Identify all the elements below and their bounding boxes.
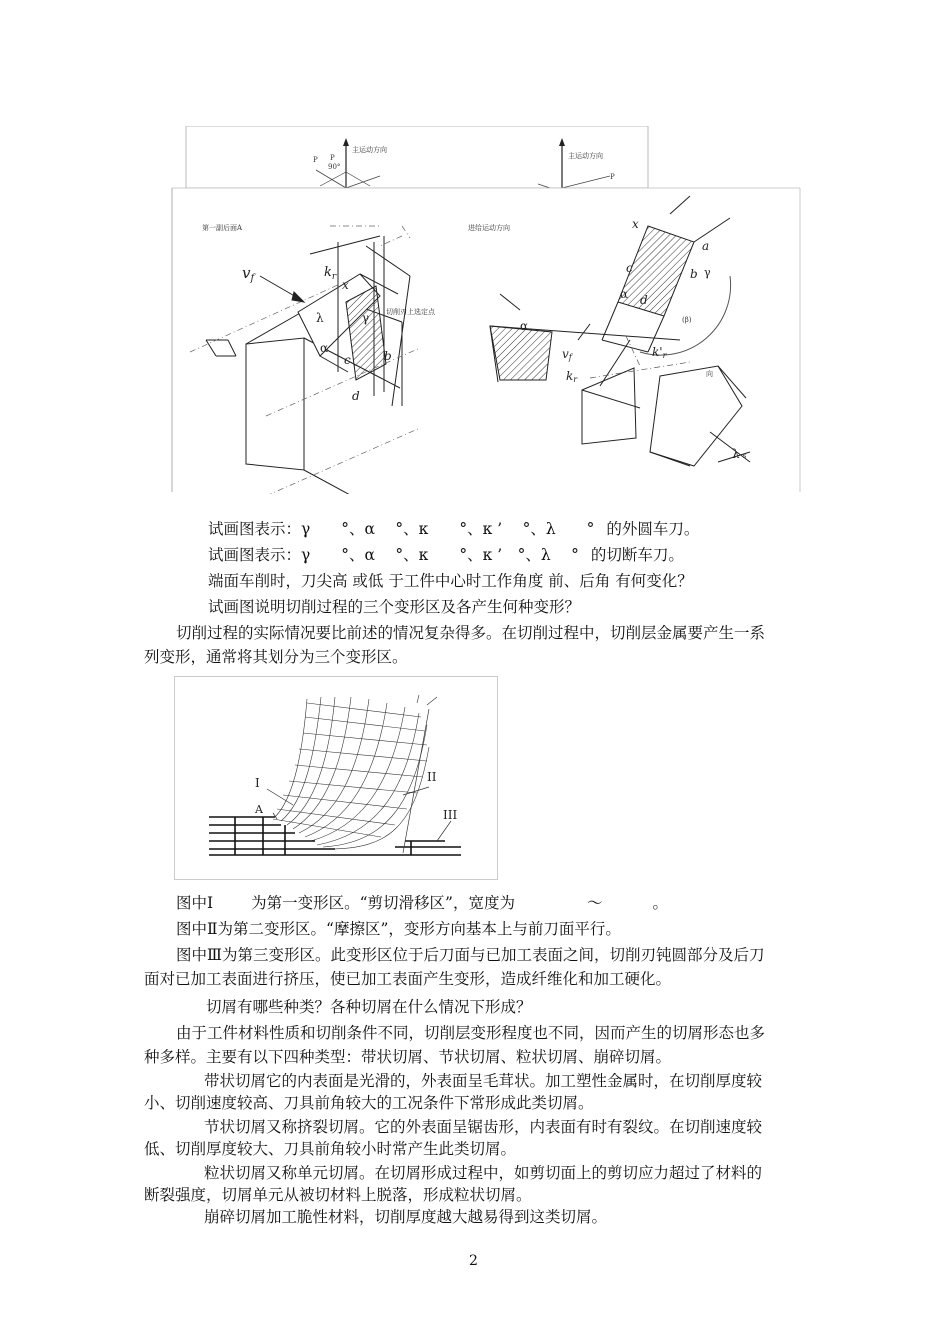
x-label-left: x (342, 278, 349, 292)
alpha-o-label-left: α (320, 341, 329, 355)
question-1 (208, 518, 699, 540)
chips-question: 切屑有哪些种类？各种切屑在什么情况下形成？ (206, 998, 532, 1016)
question-1-prefix: 试画图表示：γ °、α °、κ °、κ ’ °、λ ° (208, 520, 595, 538)
selected-point-label: 切削刃上选定点 (386, 308, 435, 316)
deformation-zone-drawing (175, 677, 495, 877)
deformation-zone-figure (174, 676, 498, 880)
zone-III-label: III (443, 808, 458, 822)
top-label-left: 主运动方向 (352, 146, 387, 154)
zone3-line2: 面对已加工表面进行挤压，使已加工表面产生变形，造成纤维化和加工硬化。 (144, 970, 672, 988)
tool-angle-drawing (170, 126, 802, 494)
question-2-suffix: 的切断车刀。 (590, 546, 684, 564)
zone-II-label: II (427, 770, 437, 784)
zone3-line1: 图中Ⅲ为第三变形区。此变形区位于后刀面与已加工表面之间，切削刃钝圆部分及后刀 (176, 946, 765, 964)
beta-label: (β) (682, 316, 692, 324)
page-number: 2 (469, 1253, 478, 1269)
alpha-o-label-section: α (520, 319, 529, 333)
para1-line2: 列变形，通常将其划分为三个变形区。 (144, 648, 408, 666)
zone1-part-a: 图中Ⅰ (176, 894, 214, 912)
d-label-left: d (352, 389, 360, 403)
pf-label: P (610, 173, 615, 181)
b-label-right: b (690, 267, 698, 281)
gamma-o-label-left: γ (362, 311, 370, 325)
vf-label: $v_f$ (242, 264, 255, 284)
pn-label: P (330, 154, 335, 162)
top-label-right: 主运动方向 (568, 152, 603, 160)
broken-chip-line1: 崩碎切屑加工脆性材料，切削厚度越大越易得到这类切屑。 (204, 1208, 608, 1226)
question-2-prefix: 试画图表示：γ °、α °、κ °、κ ’ °、λ ° (208, 546, 579, 564)
zone1-part-b: 为第一变形区。“剪切滑移区”，宽度为 (251, 894, 515, 912)
b-label-left: b (384, 349, 392, 363)
chips-intro-line1: 由于工件材料性质和切削条件不同，切削层变形程度也不同，因而产生的切屑形态也多 (176, 1024, 766, 1042)
c-label-left: c (344, 353, 351, 367)
band-chip-line2: 小、切削速度较高、刀具前角较大的工况条件下常形成此类切屑。 (144, 1094, 594, 1112)
grain-chip-line2: 断裂强度，切屑单元从被切材料上脱落，形成粒状切屑。 (144, 1186, 532, 1204)
question-3: 端面车削时，刀尖高 或低 于工件中心时工作角度 前、后角 有何变化？ (208, 572, 693, 590)
chips-intro-line2: 种多样。主要有以下四种类型：带状切屑、节状切屑、粒状切屑、崩碎切屑。 (144, 1048, 672, 1066)
tool-angle-figure (170, 126, 802, 494)
direction-fragment-label: 向 (706, 370, 713, 378)
para1-line1: 切削过程的实际情况要比前述的情况复杂得多。在切削过程中，切削层金属要产生一系 (176, 624, 766, 642)
question-4: 试画图说明切削过程的三个变形区及各产生何种变形？ (208, 598, 581, 616)
zone1-part-c: ～ (586, 894, 603, 912)
first-aux-flank-label: 第一副后面A (202, 224, 243, 232)
feed-direction-label: 进给运动方向 (468, 224, 510, 232)
kr-label-right: kr (566, 369, 578, 384)
gamma-o-label-right: γ (704, 266, 711, 279)
lambda-s-label: λs (732, 447, 747, 461)
zone2-line: 图中Ⅱ为第二变形区。“摩擦区”，变形方向基本上与前刀面平行。 (176, 920, 621, 938)
lambda-r-label: λ (316, 311, 324, 325)
angle-90-label: 90° (328, 163, 341, 171)
vf-label-right: vf (562, 347, 572, 362)
kr-prime-label: k'r (652, 345, 667, 360)
d-label-right: d (640, 293, 648, 307)
node-chip-line1: 节状切屑又称挤裂切屑。它的外表面呈锯齿形，内表面有时有裂纹。在切削速度较 (204, 1118, 763, 1136)
band-chip-line1: 带状切屑它的内表面是光滑的，外表面呈毛茸状。加工塑性金属时，在切削厚度较 (204, 1072, 763, 1090)
a-label-right: a (702, 239, 710, 253)
question-1-suffix: 的外圆车刀。 (606, 520, 700, 538)
alpha-o-label-right: α (620, 287, 629, 301)
grain-chip-line1: 粒状切屑又称单元切屑。在切屑形成过程中，如剪切面上的剪切应力超过了材料的 (204, 1164, 763, 1182)
question-2 (208, 544, 684, 566)
ps-label: P (313, 156, 318, 164)
x-label-right: x (632, 217, 639, 231)
node-chip-line2: 低、切削厚度较大、刀具前角较小时常产生此类切屑。 (144, 1140, 517, 1158)
point-A-label: A (255, 803, 263, 816)
zone1-part-d: 。 (652, 894, 669, 912)
zone1-line (176, 892, 668, 914)
c-label-right: c (626, 261, 633, 275)
kr-label-left: $k_r$ (324, 265, 337, 282)
zone-I-label: I (255, 776, 260, 790)
